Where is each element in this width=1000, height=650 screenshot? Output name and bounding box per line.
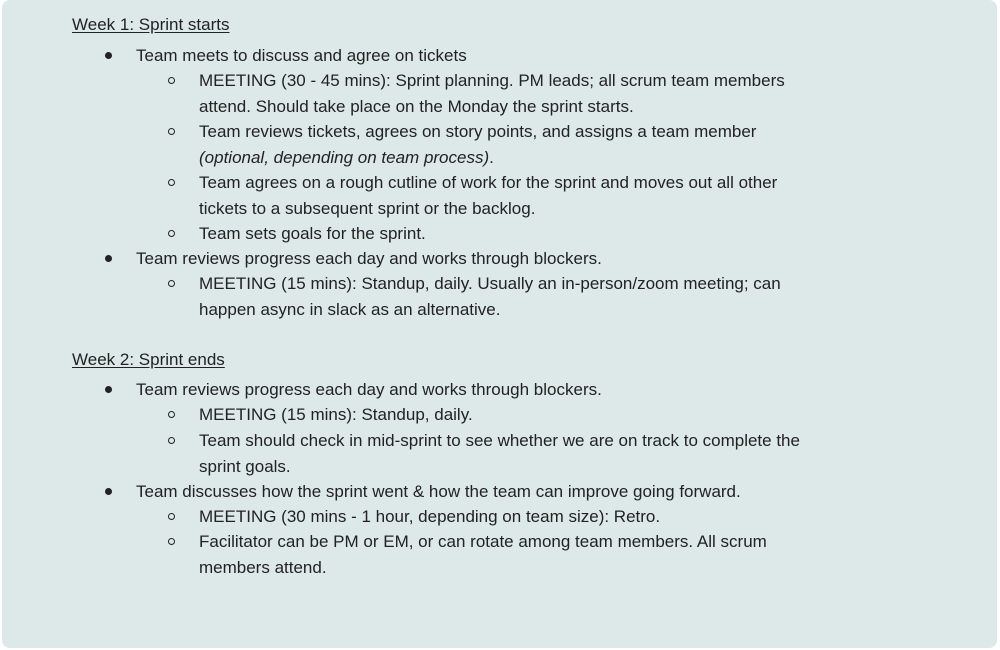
week1-sub-1-4 bbox=[168, 221, 888, 247]
sub-bullet-line1: MEETING (15 mins): Standup, daily. bbox=[199, 405, 473, 424]
sub-bullet-line1: Team sets goals for the sprint. bbox=[199, 224, 426, 243]
sub-bullet-circle-icon bbox=[168, 411, 175, 418]
week1-sub-1-2 bbox=[168, 119, 888, 170]
sub-bullet-line2: attend. Should take place on the Monday the sprint starts. bbox=[199, 96, 634, 116]
sub-bullet-circle-icon bbox=[168, 128, 175, 135]
bullet-text: Team meets to discuss and agree on tickets bbox=[136, 46, 467, 65]
bullet-dot-icon bbox=[105, 488, 112, 495]
bullet-dot-icon bbox=[105, 386, 112, 393]
week2-heading: Week 2: Sprint ends bbox=[72, 350, 225, 369]
sub-bullet-circle-icon bbox=[168, 538, 175, 545]
bullet-text: Team discusses how the sprint went & how the team can improve going forward. bbox=[136, 482, 741, 501]
sub-bullet-line1: MEETING (30 - 45 mins): Sprint planning. PM leads; all scrum team members bbox=[199, 71, 785, 90]
bullet-text: Team reviews progress each day and works through blockers. bbox=[136, 249, 602, 268]
week1-heading: Week 1: Sprint starts bbox=[72, 15, 230, 34]
week2-sub-1-2 bbox=[168, 428, 888, 479]
sub-bullet-line2: happen async in slack as an alternative. bbox=[199, 299, 501, 319]
sub-bullet-line1: Team should check in mid-sprint to see whether we are on track to complete the bbox=[199, 431, 800, 450]
sub-bullet-italic-note: (optional, depending on team process) bbox=[199, 147, 490, 167]
week1-sub-1-3 bbox=[168, 170, 888, 221]
week2-sub-2-1 bbox=[168, 504, 888, 530]
sub-bullet-line2: sprint goals. bbox=[199, 456, 291, 476]
week2-sub-2-2 bbox=[168, 529, 888, 580]
week1-sub-1-1 bbox=[168, 68, 888, 119]
week1-sub-2-1 bbox=[168, 271, 888, 322]
sub-bullet-circle-icon bbox=[168, 230, 175, 237]
bullet-dot-icon bbox=[105, 52, 112, 59]
sub-bullet-line2 bbox=[199, 145, 888, 171]
week2-sub-1-1 bbox=[168, 402, 888, 428]
sub-bullet-line1: Team agrees on a rough cutline of work for the sprint and moves out all other bbox=[199, 173, 778, 192]
sub-bullet-circle-icon bbox=[168, 513, 175, 520]
sub-bullet-line2: tickets to a subsequent sprint or the backlog. bbox=[199, 198, 536, 218]
sub-bullet-circle-icon bbox=[168, 77, 175, 84]
sub-bullet-line1: Facilitator can be PM or EM, or can rotate among team members. All scrum bbox=[199, 532, 767, 551]
sub-bullet-line1: Team reviews tickets, agrees on story points, and assigns a team member bbox=[199, 122, 757, 141]
bullet-dot-icon bbox=[105, 255, 112, 262]
sub-bullet-line1: MEETING (15 mins): Standup, daily. Usually an in-person/zoom meeting; can bbox=[199, 274, 781, 293]
sub-bullet-circle-icon bbox=[168, 179, 175, 186]
bullet-text: Team reviews progress each day and works through blockers. bbox=[136, 380, 602, 399]
sub-bullet-circle-icon bbox=[168, 437, 175, 444]
sub-bullet-circle-icon bbox=[168, 280, 175, 287]
sprint-process-card bbox=[2, 0, 997, 648]
sub-bullet-tail: . bbox=[489, 147, 494, 167]
sub-bullet-line1: MEETING (30 mins - 1 hour, depending on team size): Retro. bbox=[199, 507, 661, 526]
sub-bullet-line2: members attend. bbox=[199, 557, 327, 577]
